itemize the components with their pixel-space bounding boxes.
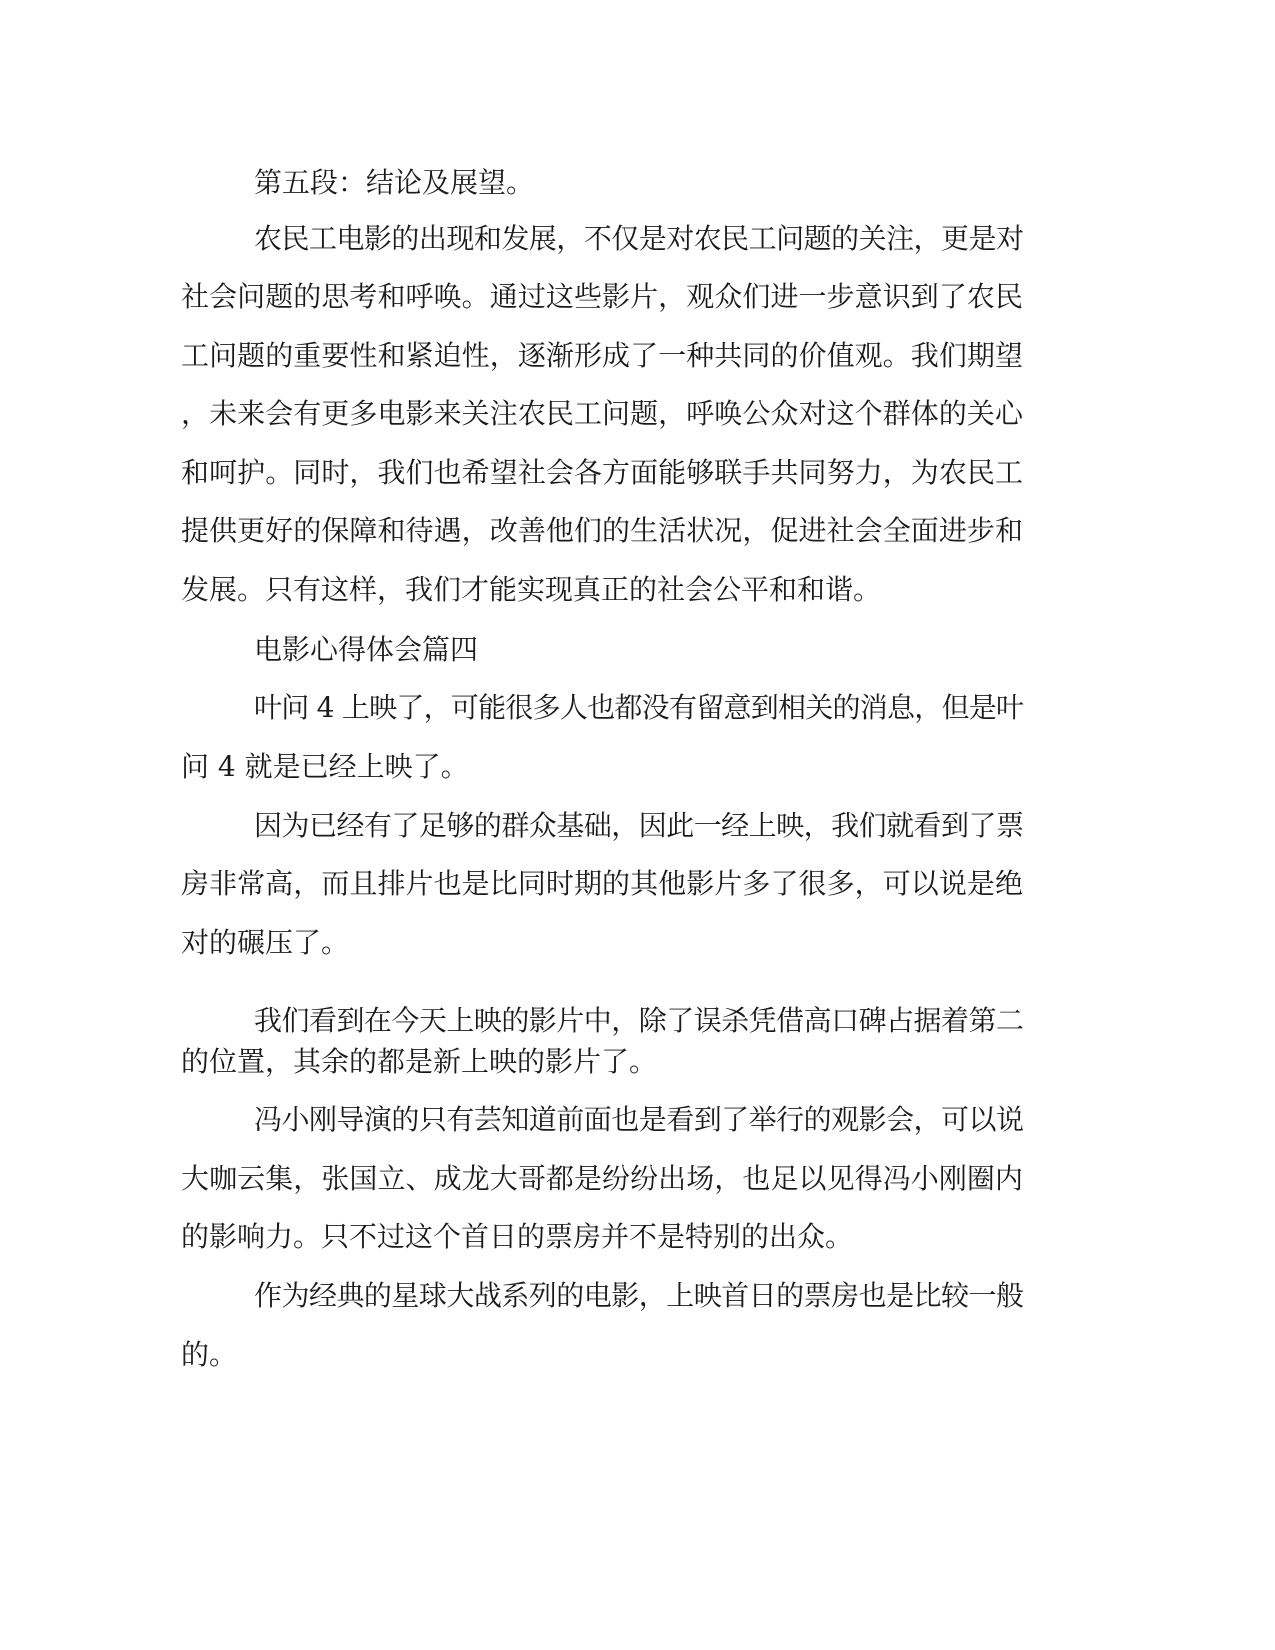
text-line: 社会问题的思考和呼唤。通过这些影片，观众们进一步意识到了农民 — [181, 280, 1024, 313]
text-line: 问 4 就是已经上映了。 — [181, 750, 469, 783]
text-line: 和呵护。同时，我们也希望社会各方面能够联手共同努力，为农民工 — [181, 456, 1024, 489]
paragraph-line — [0, 1276, 1275, 1316]
text-line: ，未来会有更多电影来关注农民工问题，呼唤公众对这个群体的关心 — [181, 397, 1024, 430]
paragraph-line — [0, 1335, 1275, 1375]
paragraph-line — [0, 336, 1275, 376]
paragraph-line — [0, 1100, 1275, 1140]
text-line: 发展。只有这样，我们才能实现真正的社会公平和和谐。 — [181, 573, 882, 606]
text-line: 第五段：结论及展望。 — [254, 166, 535, 199]
paragraph-line — [0, 1001, 1275, 1041]
text-line: 工问题的重要性和紧迫性，逐渐形成了一种共同的价值观。我们期望 — [181, 339, 1024, 372]
text-line: 房非常高，而且排片也是比同时期的其他影片多了很多，可以说是绝 — [181, 867, 1024, 900]
text-line: 对的碾压了。 — [181, 926, 350, 959]
paragraph-line — [0, 570, 1275, 610]
paragraph-line — [0, 806, 1275, 846]
text-line: 我们看到在今天上映的影片中，除了误杀凭借高口碑占据着第二 — [254, 1004, 1024, 1037]
paragraph-line — [0, 1042, 1275, 1082]
paragraph-line — [0, 277, 1275, 317]
text-line: 作为经典的星球大战系列的电影，上映首日的票房也是比较一般 — [254, 1279, 1024, 1312]
text-line: 大咖云集，张国立、成龙大哥都是纷纷出场，也足以见得冯小刚圈内 — [181, 1162, 1024, 1195]
section-heading — [0, 163, 1275, 203]
paragraph-line — [0, 1159, 1275, 1199]
text-line: 冯小刚导演的只有芸知道前面也是看到了举行的观影会，可以说 — [254, 1103, 1024, 1136]
text-line: 叶问 4 上映了，可能很多人也都没有留意到相关的消息，但是叶 — [254, 691, 1024, 724]
text-line: 提供更好的保障和待遇，改善他们的生活状况，促进社会全面进步和 — [181, 514, 1024, 547]
paragraph-line — [0, 688, 1275, 728]
paragraph-line — [0, 923, 1275, 963]
text-line: 农民工电影的出现和发展，不仅是对农民工问题的关注，更是对 — [254, 222, 1024, 255]
paragraph-line — [0, 394, 1275, 434]
paragraph-line — [0, 219, 1275, 259]
text-line: 的位置，其余的都是新上映的影片了。 — [181, 1045, 658, 1078]
article-title — [0, 630, 1275, 670]
text-line: 的。 — [181, 1338, 238, 1371]
paragraph-line — [0, 1217, 1275, 1257]
text-line: 电影心得体会篇四 — [254, 633, 479, 666]
text-line: 的影响力。只不过这个首日的票房并不是特别的出众。 — [181, 1220, 854, 1253]
paragraph-line — [0, 864, 1275, 904]
paragraph-line — [0, 747, 1275, 787]
text-line: 因为已经有了足够的群众基础，因此一经上映，我们就看到了票 — [254, 809, 1024, 842]
paragraph-line — [0, 453, 1275, 493]
paragraph-line — [0, 511, 1275, 551]
